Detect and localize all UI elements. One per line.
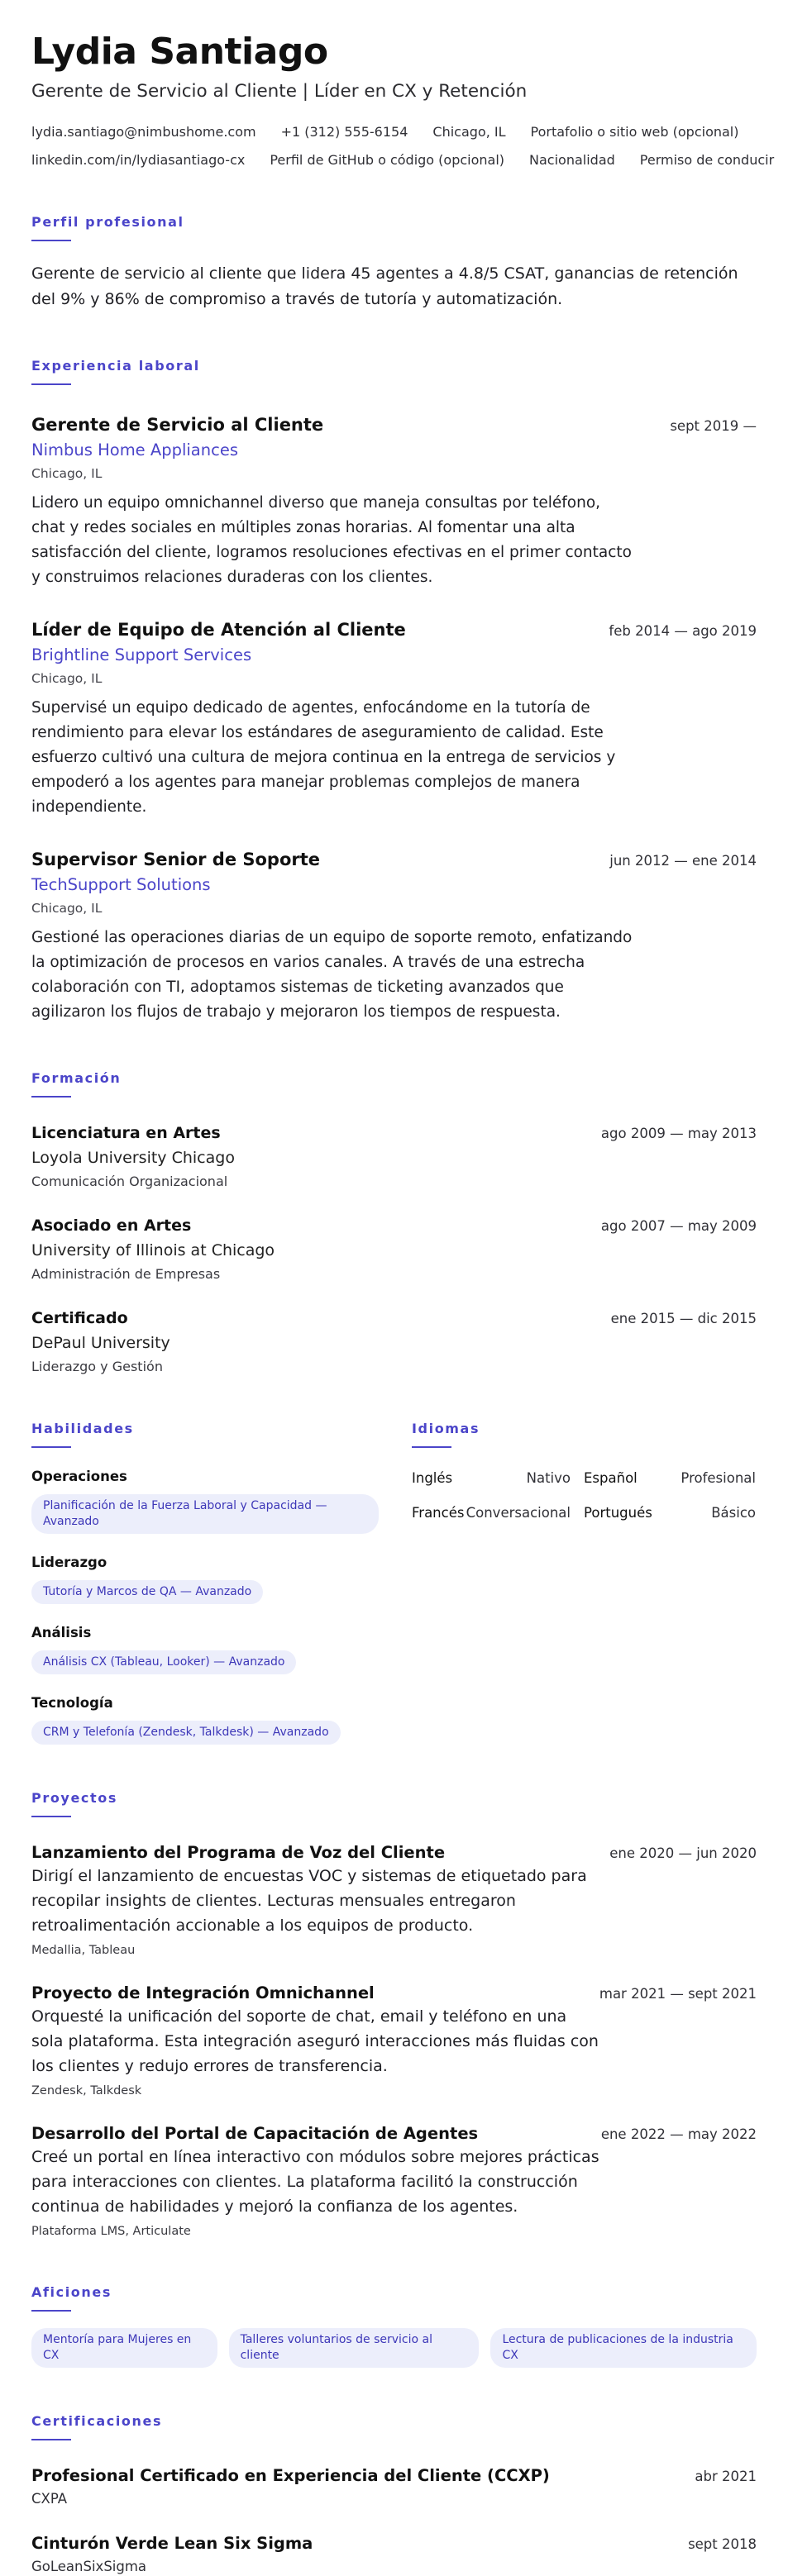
language-item [584,1504,756,1522]
education-dates: ago 2007 — may 2009 [600,1218,757,1234]
skill-chip: Tutoría y Marcos de QA — Avanzado [31,1580,263,1604]
education-degree: Licenciatura en Artes [31,1124,221,1142]
resume-header [31,30,775,169]
certification-entry [31,2465,757,2508]
education-degree: Asociado en Artes [31,1217,192,1235]
project-title: Lanzamiento del Programa de Voz del Cliente [31,1843,446,1862]
education-entry [31,1215,757,1283]
hobbies-section [31,2283,757,2368]
contact-github[interactable]: Perfil de GitHub o código (opcional) [270,152,505,168]
contact-email[interactable]: lydia.santiago@nimbushome.com [31,124,256,140]
education-school: University of Illinois at Chicago [31,1241,275,1259]
skill-group [31,1554,412,1604]
education-field: Comunicación Organizacional [31,1174,228,1189]
job-dates: feb 2014 — ago 2019 [609,623,757,639]
skills-section [31,1420,412,1745]
job-entry [31,413,757,590]
education-degree: Certificado [31,1309,128,1327]
job-title: Gerente de Servicio al Cliente [31,415,324,435]
certification-entry [31,2533,757,2576]
project-entry [31,2123,757,2239]
section-divider [31,1816,71,1817]
skill-group [31,1694,412,1745]
section-title: Aficiones [31,2284,112,2300]
languages-grid [412,1469,757,1522]
contact-linkedin[interactable]: linkedin.com/in/lydiasantiago-cx [31,152,246,168]
project-description: Orquesté la unificación del soporte de chat, email y teléfono en una sola plataforma. Esta integración aseguró interacciones más fluidas con los clientes y redujo errores de transferencia. [31,2007,599,2075]
skill-group [31,1468,412,1534]
section-title: Proyectos [31,1790,117,1806]
hobby-chip: Mentoría para Mujeres en CX [31,2328,217,2368]
project-tools: Medallia, Tableau [31,1944,136,1957]
job-title: Líder de Equipo de Atención al Cliente [31,620,406,640]
language-level: Profesional [681,1470,756,1486]
contact-info [31,124,776,169]
candidate-headline: Gerente de Servicio al Cliente | Líder en CX y Retención [31,81,528,102]
education-section [31,1069,757,1375]
profile-summary: Gerente de servicio al cliente que lidera 45 agentes a 4.8/5 CSAT, ganancias de retención del 9% y 86% de compromiso a través de tutoría y automatización. [31,264,738,308]
job-company[interactable]: TechSupport Solutions [31,875,211,894]
candidate-name: Lydia Santiago [31,31,328,73]
language-name: Portugués [584,1505,652,1521]
education-field: Administración de Empresas [31,1266,221,1282]
contact-driving-license: Permiso de conducir [639,152,775,168]
job-dates: sept 2019 — [670,418,757,434]
education-dates: ago 2009 — may 2013 [600,1126,757,1141]
skill-chip: CRM y Telefonía (Zendesk, Talkdesk) — Avanzado [31,1721,341,1745]
section-divider [412,1446,451,1448]
job-entry [31,618,757,820]
language-level: Nativo [526,1470,571,1486]
project-title: Proyecto de Integración Omnichannel [31,1983,375,2002]
contact-nationality: Nacionalidad [529,152,615,168]
job-title: Supervisor Senior de Soporte [31,850,321,869]
contact-portfolio[interactable]: Portafolio o sitio web (opcional) [530,124,739,140]
skill-chip: Análisis CX (Tableau, Looker) — Avanzado [31,1650,296,1674]
skill-group [31,1624,412,1674]
section-title: Certificaciones [31,2413,163,2429]
section-divider [31,2439,71,2440]
education-entry [31,1122,757,1190]
language-level: Básico [711,1505,756,1521]
certification-date: sept 2018 [688,2536,757,2552]
certification-title: Profesional Certificado en Experiencia del Cliente (CCXP) [31,2466,550,2485]
skills-languages-row [31,1420,757,1745]
project-entry [31,1842,757,1958]
project-dates: ene 2020 — jun 2020 [609,1845,757,1861]
skill-category: Operaciones [31,1469,127,1484]
projects-section [31,1789,757,2239]
project-title: Desarrollo del Portal de Capacitación de Agentes [31,2124,479,2143]
language-item [412,1469,584,1488]
experience-section [31,357,757,1025]
language-item [584,1469,756,1488]
section-divider [31,1096,71,1098]
job-description: Lidero un equipo omnichannel diverso que maneja consultas por teléfono, chat y redes sociales en múltiples zonas horarias. Al fomentar una alta satisfacción del cliente, logramos resoluciones efectivas en el primer contacto y construimos relaciones duraderas con los clientes. [31,494,632,586]
education-entry [31,1307,757,1375]
section-divider [31,1446,71,1448]
section-title: Habilidades [31,1421,134,1436]
job-company[interactable]: Nimbus Home Appliances [31,440,238,459]
section-divider [31,2310,71,2312]
language-item [412,1504,584,1522]
job-entry [31,848,757,1025]
skill-category: Tecnología [31,1695,113,1711]
section-title: Perfil profesional [31,214,184,230]
languages-section [412,1420,757,1745]
project-dates: ene 2022 — may 2022 [600,2126,757,2142]
certifications-section [31,2412,757,2576]
education-school: Loyola University Chicago [31,1149,235,1167]
job-location: Chicago, IL [31,466,103,481]
education-field: Liderazgo y Gestión [31,1359,163,1374]
section-title: Formación [31,1070,122,1086]
contact-location: Chicago, IL [432,124,506,140]
hobby-chip: Lectura de publicaciones de la industria CX [490,2328,757,2368]
project-tools: Zendesk, Talkdesk [31,2084,142,2097]
contact-phone[interactable]: +1 (312) 555-6154 [280,124,408,140]
profile-section [31,213,757,312]
education-school: DePaul University [31,1334,170,1352]
language-name: Inglés [412,1470,453,1486]
hobbies-list [31,2328,757,2368]
skill-chip: Planificación de la Fuerza Laboral y Capacidad — Avanzado [31,1494,379,1534]
section-divider [31,383,71,385]
project-description: Creé un portal en línea interactivo con módulos sobre mejores prácticas para interacciones con clientes. La plataforma facilitó la construcción continua de habilidades y mejoró la confianza de los agentes. [31,2148,599,2216]
language-name: Francés [412,1505,465,1521]
certification-issuer: CXPA [31,2491,68,2507]
language-name: Español [584,1470,638,1486]
hobby-chip: Talleres voluntarios de servicio al cliente [229,2328,480,2368]
section-title: Experiencia laboral [31,358,200,374]
job-description: Supervisé un equipo dedicado de agentes, enfocándome en la tutoría de rendimiento para elevar los estándares de aseguramiento de calidad. Este esfuerzo cultivó una cultura de mejora continua en la entrega de servicios y empoderó a los agentes para manejar problemas complejos de manera independiente. [31,699,616,816]
certification-issuer: GoLeanSixSigma [31,2559,147,2574]
language-level: Conversacional [466,1505,571,1521]
certification-title: Cinturón Verde Lean Six Sigma [31,2534,313,2553]
section-title: Idiomas [412,1421,480,1436]
job-location: Chicago, IL [31,901,103,916]
project-dates: mar 2021 — sept 2021 [599,1986,757,2002]
skill-category: Análisis [31,1625,92,1640]
job-dates: jun 2012 — ene 2014 [609,853,757,869]
project-tools: Plataforma LMS, Articulate [31,2225,191,2238]
education-dates: ene 2015 — dic 2015 [610,1311,757,1326]
job-location: Chicago, IL [31,671,103,686]
project-entry [31,1983,757,2098]
skill-category: Liderazgo [31,1555,107,1570]
section-divider [31,240,71,241]
certification-date: abr 2021 [695,2469,757,2484]
project-description: Dirigí el lanzamiento de encuestas VOC y sistemas de etiquetado para recopilar insights de clientes. Lecturas mensuales entregaron retroalimentación accionable a los equipos de producto. [31,1867,587,1935]
job-company[interactable]: Brightline Support Services [31,645,252,664]
job-description: Gestioné las operaciones diarias de un equipo de soporte remoto, enfatizando la optimización de procesos en varios canales. A través de una estrecha colaboración con TI, adoptamos sistemas de ticketing avanzados que agilizaron los flujos de trabajo y mejoraron los tiempos de respuesta. [31,929,633,1021]
